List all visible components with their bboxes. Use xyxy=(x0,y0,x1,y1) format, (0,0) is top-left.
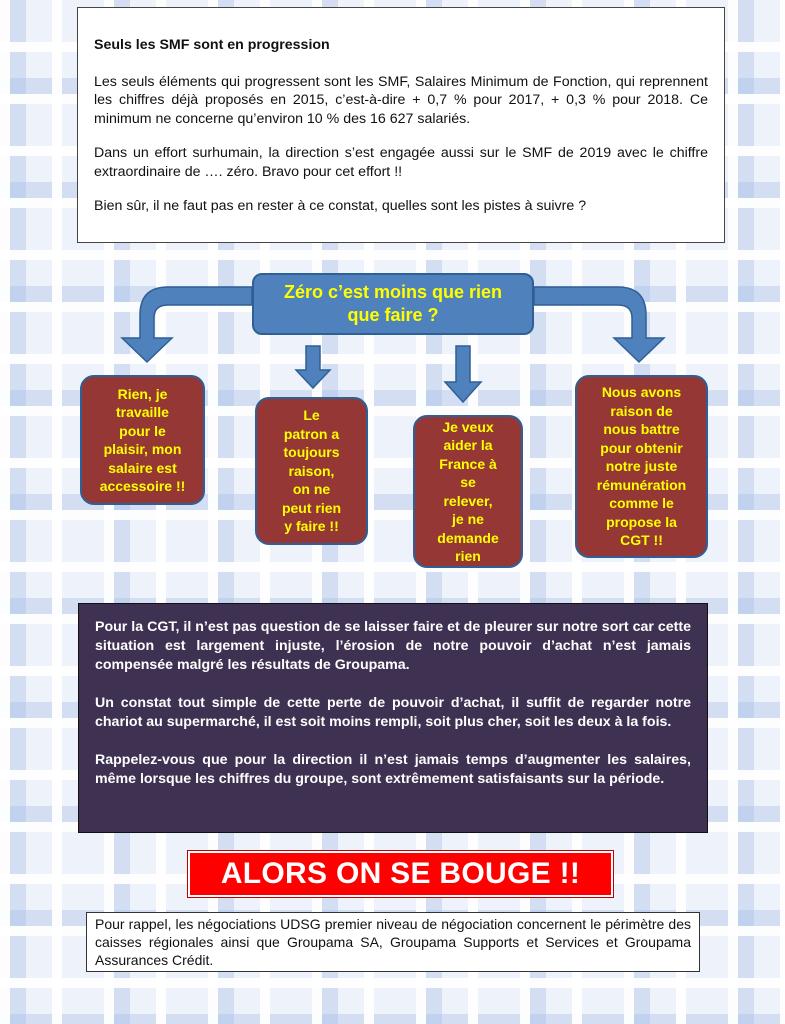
choice-line: raison de xyxy=(610,402,673,419)
choice-line: aider la xyxy=(443,437,493,453)
choice-line: France à xyxy=(439,455,497,472)
choice-line: notre juste xyxy=(605,458,678,475)
choice-line: demande xyxy=(437,529,499,546)
choice-line: travaille xyxy=(116,404,169,420)
choice-line: salaire est xyxy=(108,459,177,476)
choice-line: accessoire !! xyxy=(99,478,186,494)
reminder-box: Pour rappel, les négociations UDSG premier niveau de négociation concernent le périmètre des caisses régionales ainsi que Groupama SA, Groupama Supports et Services et Groupama Assurances Crédit. xyxy=(86,912,700,972)
choice-line: rien xyxy=(455,548,481,564)
curved-arrow-left-icon xyxy=(122,287,252,362)
choice-line: peut rien xyxy=(281,499,342,516)
choice-line: nous battre xyxy=(603,421,680,438)
intro-heading: Seuls les SMF sont en progression xyxy=(94,37,330,53)
choice-line: raison, xyxy=(288,462,335,479)
cgt-statement-box xyxy=(78,603,708,833)
choice-box-1 xyxy=(80,375,205,505)
choice-line: plaisir, mon xyxy=(103,441,182,457)
choice-line: pour le xyxy=(119,422,166,439)
choice-line: on ne xyxy=(292,481,331,498)
cgt-paragraph: Un constat tout simple de cette perte de pouvoir d’achat, il suffit de regarder notre chariot au supermarché, il est soit moins rempli, soit plus cher, soit les deux à la fois. xyxy=(95,695,691,730)
choice-line: relever, xyxy=(443,492,493,509)
down-arrow-icon xyxy=(445,346,481,402)
choice-line: Le xyxy=(303,407,320,424)
choice-line: patron a xyxy=(283,425,340,442)
choice-line: se xyxy=(460,474,476,490)
choice-line: CGT !! xyxy=(620,532,663,549)
cgt-paragraph: Rappelez-vous que pour la direction il n’est jamais temps d’augmenter les salaires, même lorsque les chiffres du groupe, sont extrêmement satisfaisants sur la période. xyxy=(95,752,691,787)
call-to-action-banner: ALORS ON SE BOUGE !! xyxy=(188,851,613,897)
intro-paragraph: Dans un effort surhumain, la direction s’est engagée aussi sur le SMF de 2019 avec le chiffre extraordinaire de …. zéro. Bravo pour cet effort !! xyxy=(94,145,708,180)
curved-arrow-right-icon xyxy=(534,287,664,362)
choice-line: rémunération xyxy=(596,476,687,493)
intro-box xyxy=(77,7,725,243)
choice-line: comme le xyxy=(609,495,674,512)
choice-line: y faire !! xyxy=(284,518,339,535)
choice-line: Je veux xyxy=(442,418,494,435)
question-box: Zéro c’est moins que rien que faire ? xyxy=(252,273,534,335)
down-arrow-icon xyxy=(296,346,330,388)
choice-line: toujours xyxy=(283,444,340,461)
choice-line: Rien, je xyxy=(117,385,168,402)
choice-line: pour obtenir xyxy=(600,439,683,456)
intro-paragraph: Bien sûr, il ne faut pas en rester à ce constat, quelles sont les pistes à suivre ? xyxy=(94,198,587,214)
choice-box-3 xyxy=(413,415,523,568)
choice-line: propose la xyxy=(606,513,677,530)
choice-box-2 xyxy=(255,397,368,545)
choice-box-4 xyxy=(575,375,708,558)
choice-line: Nous avons xyxy=(601,384,682,401)
intro-paragraph: Les seuls éléments qui progressent sont les SMF, Salaires Minimum de Fonction, qui reprennent les chiffres déjà proposés en 2015, c’est-à-dire + 0,7 % pour 2017, + 0,3 % pour 2018. Ce minimum ne concerne qu’environ 10 % des 16 627 salariés. xyxy=(94,73,708,127)
choice-line: je ne xyxy=(452,511,484,527)
cgt-paragraph: Pour la CGT, il n’est pas question de se laisser faire et de pleurer sur notre sort car cette situation est largement injuste, l’érosion de notre pouvoir d’achat n’est jamais compensée malgré les résultats de Groupama. xyxy=(95,619,691,673)
